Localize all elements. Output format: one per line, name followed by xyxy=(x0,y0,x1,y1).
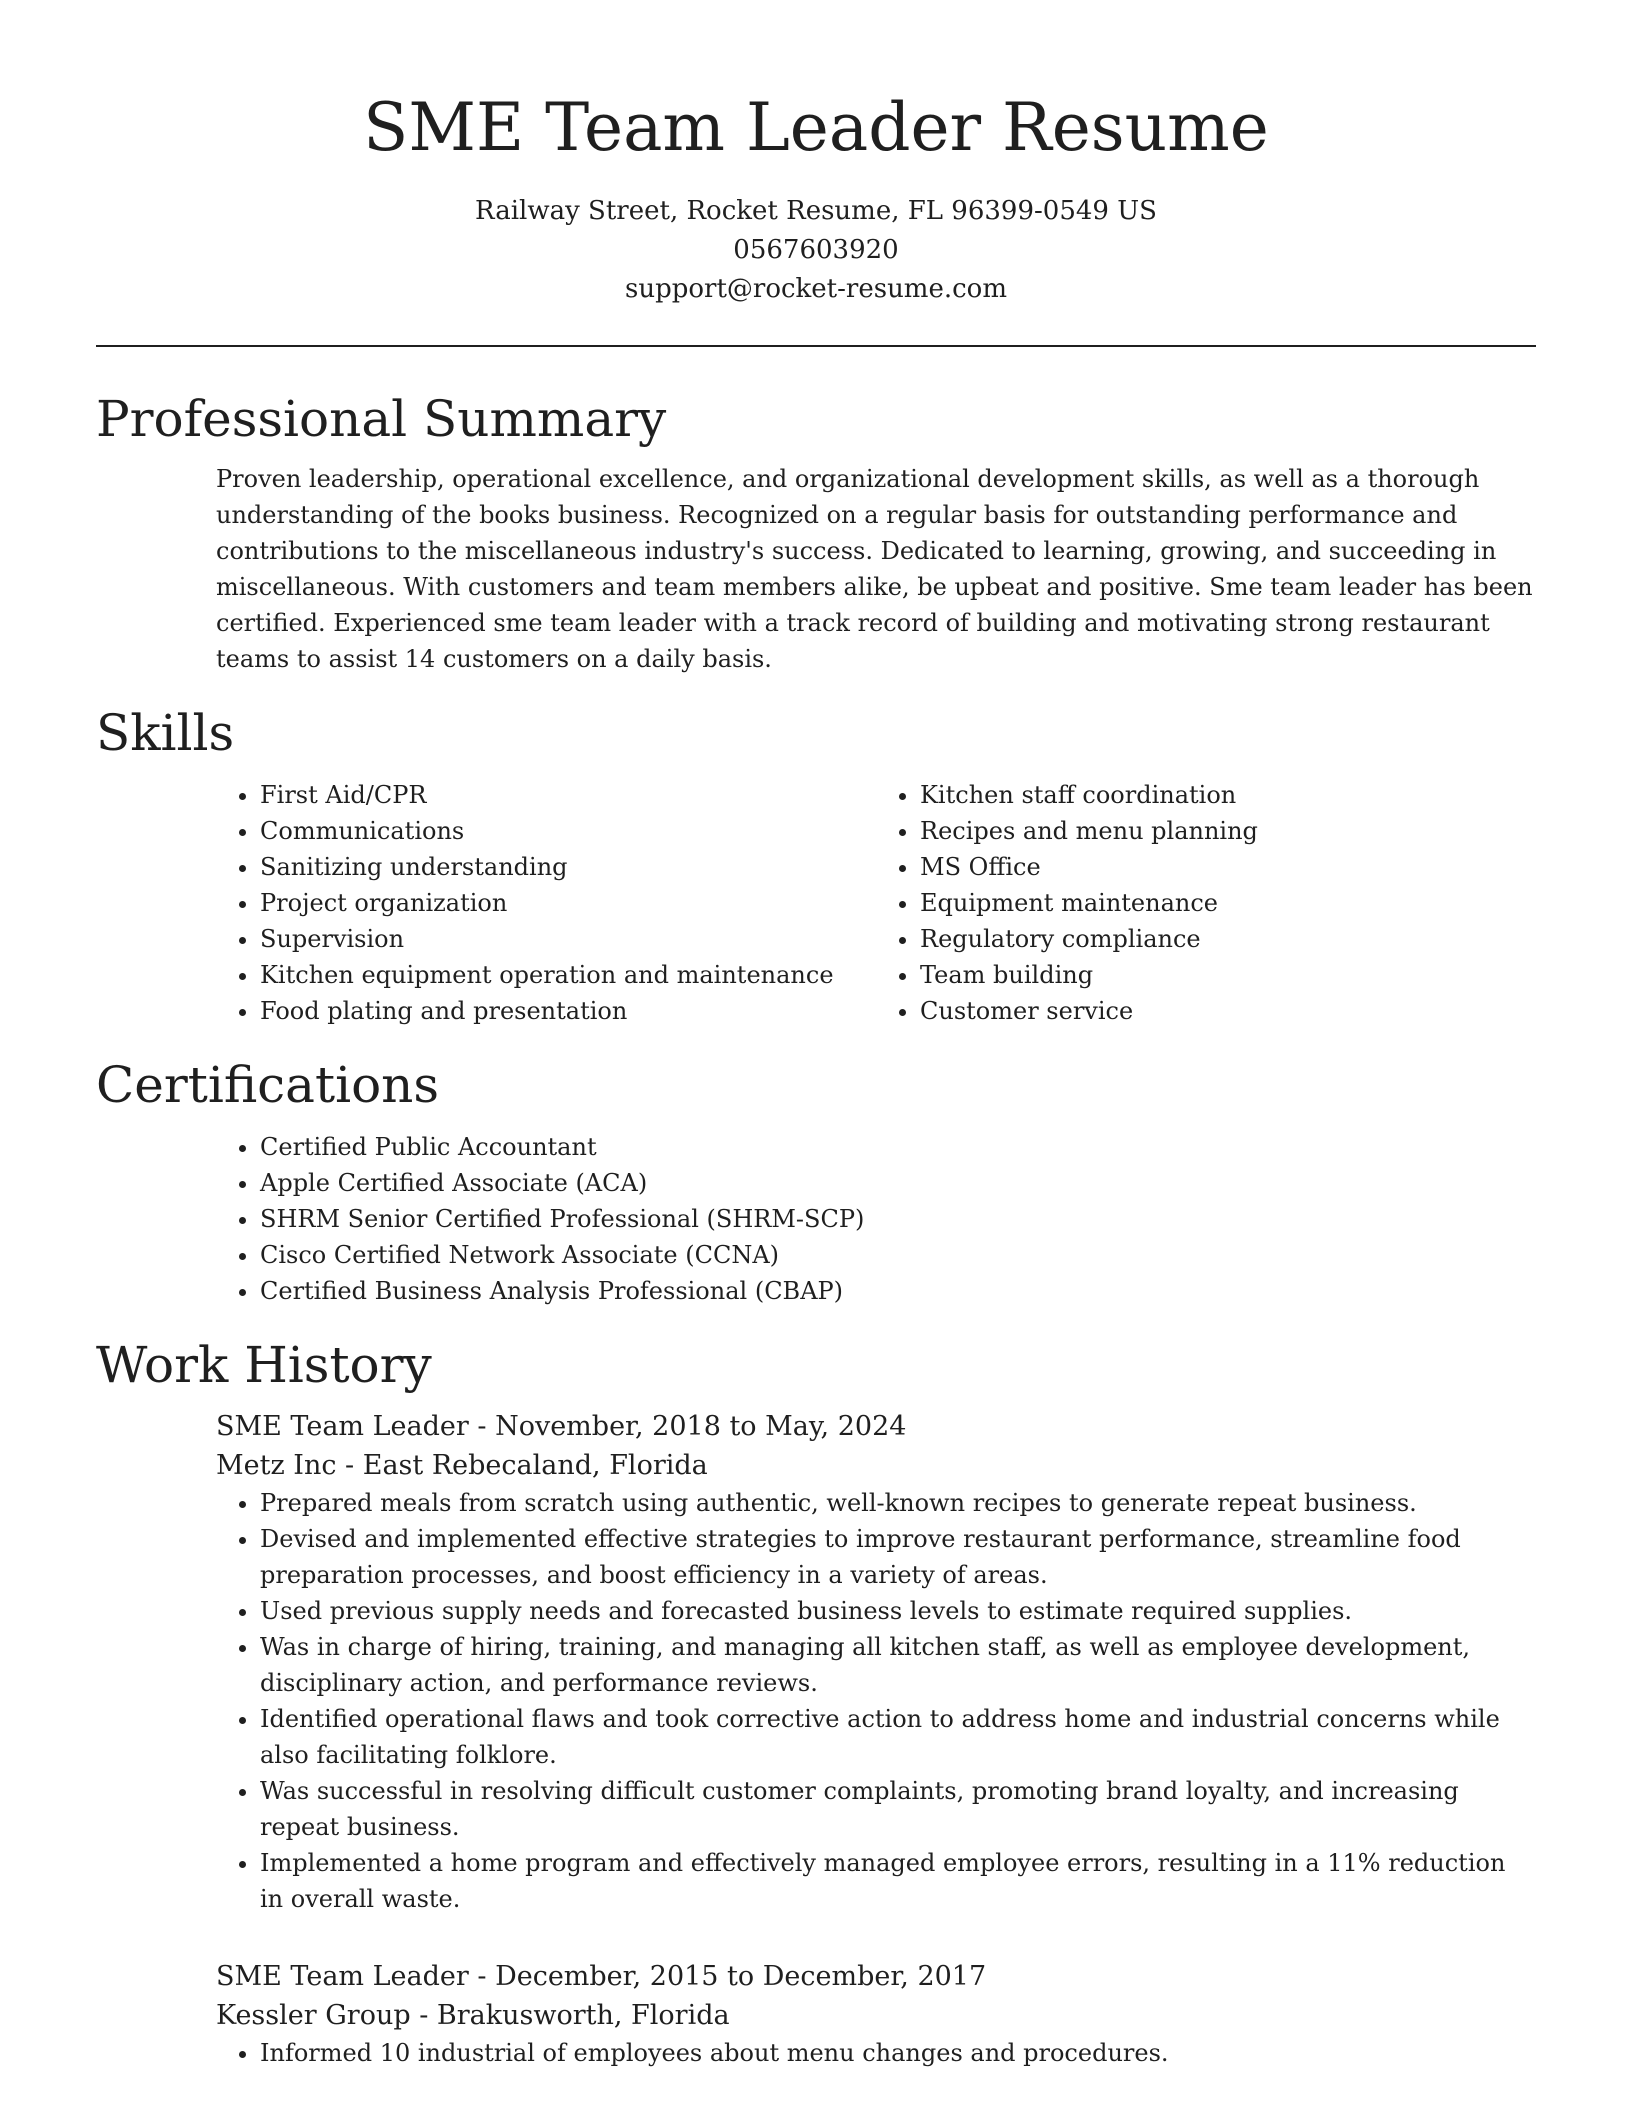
certification-item: • Certified Business Analysis Professional (CBAP) xyxy=(260,1273,1536,1309)
skill-item: • Communications xyxy=(260,813,876,849)
job-duty-item: • Identified operational flaws and took corrective action to address home and industrial concerns while also facilitating folklore. xyxy=(260,1701,1536,1773)
skill-item: • Regulatory compliance xyxy=(920,921,1536,957)
job-duty-item: • Was successful in resolving difficult customer complaints, promoting brand loyalty, and increasing repeat business. xyxy=(260,1773,1536,1845)
resume-header xyxy=(96,0,1536,309)
contact-address: Railway Street, Rocket Resume, FL 96399-0549 US xyxy=(475,196,1157,226)
section-title-work-history: Work History xyxy=(96,1336,432,1394)
skill-item: • Customer service xyxy=(920,993,1536,1029)
skill-item: • Kitchen staff coordination xyxy=(920,777,1536,813)
job-title-dates: SME Team Leader - December, 2015 to December, 2017 xyxy=(216,1961,987,1992)
skill-item: • Recipes and menu planning xyxy=(920,813,1536,849)
job-entry xyxy=(216,1957,1536,2071)
job-duty-item: • Implemented a home program and effectively managed employee errors, resulting in a 11% reduction in overall waste. xyxy=(260,1845,1536,1917)
section-title-skills: Skills xyxy=(96,704,235,762)
skill-item: • Sanitizing understanding xyxy=(260,849,876,885)
job-duty-item: • Used previous supply needs and forecasted business levels to estimate required supplies. xyxy=(260,1593,1536,1629)
skill-item: • First Aid/CPR xyxy=(260,777,876,813)
skills-list-left xyxy=(216,777,876,1029)
skill-item: • Kitchen equipment operation and maintenance xyxy=(260,957,876,993)
certification-item: • Certified Public Accountant xyxy=(260,1129,1536,1165)
header-divider xyxy=(96,345,1536,347)
job-company-location: Metz Inc - East Rebecaland, Florida xyxy=(216,1450,708,1481)
certifications-section xyxy=(96,1053,1536,1309)
work-history-section xyxy=(96,1333,1536,2071)
skills-list-right xyxy=(876,777,1536,1029)
professional-summary-section xyxy=(96,387,1536,677)
job-duties-list xyxy=(216,1485,1536,1917)
job-duty-item: • Devised and implemented effective strategies to improve restaurant performance, streamline food preparation processes, and boost efficiency in a variety of areas. xyxy=(260,1521,1536,1593)
resume-title: SME Team Leader Resume xyxy=(363,89,1269,166)
job-company-location: Kessler Group - Brakusworth, Florida xyxy=(216,2000,730,2031)
job-title-dates: SME Team Leader - November, 2018 to May, 2024 xyxy=(216,1411,907,1442)
job-duty-item: • Was in charge of hiring, training, and managing all kitchen staff, as well as employee development, disciplinary action, and performance reviews. xyxy=(260,1629,1536,1701)
skill-item: • Food plating and presentation xyxy=(260,993,876,1029)
summary-text: Proven leadership, operational excellence, and organizational development skills, as well as a thorough understanding of the books business. Recognized on a regular basis for outstanding performance and contributions to the miscellaneous industry's success. Dedicated to learning, growing, and succeeding in miscellaneous. With customers and team members alike, be upbeat and positive. Sme team leader has been certified. Experienced sme team leader with a track record of building and motivating strong restaurant teams to assist 14 customers on a daily basis. xyxy=(216,465,1533,673)
job-duty-item: • Prepared meals from scratch using authentic, well-known recipes to generate repeat business. xyxy=(260,1485,1536,1521)
skills-section xyxy=(96,701,1536,1029)
section-title-certifications: Certifications xyxy=(96,1056,440,1114)
certifications-list xyxy=(216,1129,1536,1309)
contact-phone: 0567603920 xyxy=(733,235,899,265)
certification-item: • Apple Certified Associate (ACA) xyxy=(260,1165,1536,1201)
contact-email: support@rocket-resume.com xyxy=(624,274,1007,304)
job-duties-list xyxy=(216,2035,1536,2071)
certification-item: • SHRM Senior Certified Professional (SHRM-SCP) xyxy=(260,1201,1536,1237)
certification-item: • Cisco Certified Network Associate (CCNA) xyxy=(260,1237,1536,1273)
skill-item: • Equipment maintenance xyxy=(920,885,1536,921)
job-duty-item: • Informed 10 industrial of employees about menu changes and procedures. xyxy=(260,2035,1536,2071)
skill-item: • MS Office xyxy=(920,849,1536,885)
skill-item: • Team building xyxy=(920,957,1536,993)
job-entry xyxy=(216,1407,1536,1917)
section-title-summary: Professional Summary xyxy=(96,390,667,448)
contact-info xyxy=(96,192,1536,309)
skill-item: • Project organization xyxy=(260,885,876,921)
skill-item: • Supervision xyxy=(260,921,876,957)
